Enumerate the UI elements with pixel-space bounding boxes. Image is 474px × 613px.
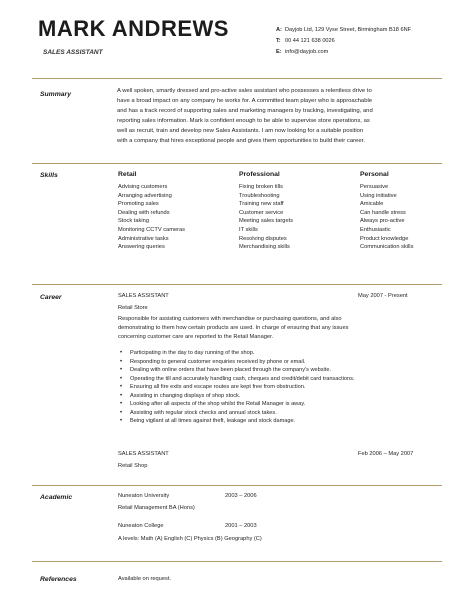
academic-label: Academic	[40, 494, 73, 501]
skill-item: Customer service	[239, 209, 284, 216]
references-text: Available on request.	[118, 576, 172, 582]
description-line: Responsible for assisting customers with merchandise or purchasing questions, and also	[118, 316, 342, 322]
duty-item: • Assisting with regular stock checks and annual stock takes.	[120, 409, 355, 418]
skill-item: Troubleshooting	[239, 192, 280, 199]
summary-line: and has a track record of supporting sales and marketing managers by tracking, investigating, and	[117, 108, 373, 115]
summary-line: with a company that hires exceptional people and gives them opportunities to build their career.	[117, 138, 365, 145]
job2-dates: Feb 2006 – May 2007	[358, 451, 414, 457]
summary-label: Summary	[40, 91, 71, 98]
skill-item: Dealing with refunds	[118, 209, 170, 216]
skill-item: IT skills	[239, 226, 258, 233]
job1-description	[118, 315, 438, 342]
skill-item: Meeting sales targets	[239, 218, 294, 225]
duty-item: • Dealing with online orders that have been placed through the company's website.	[120, 366, 355, 375]
skills-personal-list	[360, 183, 413, 252]
skills-professional-column	[239, 171, 293, 252]
phone-icon: T:	[276, 38, 281, 44]
duty-item: • Ensuring all fire exits and escape routes are kept free from obstruction.	[120, 383, 355, 392]
skill-item: Resolving disputes	[239, 235, 287, 242]
skills-retail-heading: Retail	[118, 171, 137, 178]
duty-item: • Responding to general customer enquiries received by phone or email.	[120, 358, 355, 367]
references-label: References	[40, 576, 77, 583]
divider	[32, 163, 442, 164]
skill-item: Stock taking	[118, 218, 149, 225]
job1-title: SALES ASSISTANT	[118, 293, 169, 299]
skill-item: Fixing broken tills	[239, 184, 283, 190]
academic-school: Nuneaton College	[118, 523, 164, 529]
summary-text	[117, 86, 437, 147]
skill-item: Merchandising skills	[239, 244, 290, 251]
contact-address	[276, 27, 411, 33]
academic-dates: 2003 – 2006	[225, 493, 257, 499]
skills-professional-heading: Professional	[239, 171, 280, 178]
career-label: Career	[40, 294, 62, 301]
skill-item: Amicable	[360, 201, 384, 208]
skill-item: Communication skills	[360, 244, 414, 251]
job1-employer: Retail Store	[118, 305, 148, 311]
divider	[32, 284, 442, 285]
duty-item: • Being vigilant at all times against theft, leakage and stock damage.	[120, 417, 355, 426]
summary-line: A well spoken, smartly dressed and pro-active sales assistant who possesses a relentless drive to	[117, 88, 372, 94]
summary-line: reporting sales information. Mark is confident enough to be able to supervise store operations, as	[117, 118, 370, 125]
candidate-name: MARK ANDREWS	[38, 16, 229, 41]
academic-school: Nuneaton University	[118, 493, 170, 499]
academic-levels: A levels: Math (A) English (C) Physics (B) Geography (C)	[118, 536, 262, 542]
job2-employer: Retail Shop	[118, 463, 148, 469]
contact-email	[276, 49, 328, 55]
academic-dates: 2001 – 2003	[225, 523, 257, 529]
skills-personal-column	[360, 171, 413, 252]
divider	[32, 78, 442, 79]
skill-item: Answering queries	[118, 244, 165, 251]
skills-label: Skills	[40, 172, 58, 179]
skill-item: Using initiative	[360, 192, 397, 199]
summary-line: have a broad impact on any company he works for. A committed team player who is approachable	[117, 98, 373, 105]
description-line: concerning customer care are reported to the Retail Manager.	[118, 334, 274, 340]
contact-phone	[276, 38, 335, 44]
job1-dates: May 2007 - Present	[358, 293, 408, 299]
skill-item: Monitoring CCTV cameras	[118, 226, 186, 233]
summary-line: well as recruit, train and develop new Sales Assistants. I am now looking for a suitable position	[117, 128, 364, 135]
skills-personal-heading: Personal	[360, 171, 389, 178]
skills-professional-list	[239, 183, 293, 252]
divider	[32, 485, 442, 486]
skill-item: Persuasive	[360, 184, 389, 190]
duty-item: • Assisting in changing displays of shop stock.	[120, 392, 355, 401]
skill-item: Administrative tasks	[118, 235, 169, 242]
duty-item: • Participating in the day to day running of the shop.	[120, 349, 355, 358]
address-icon: A:	[276, 27, 282, 33]
duty-item: • Operating the till and accurately handling cash, cheques and credit/debit card transactions.	[120, 375, 355, 384]
job2-title: SALES ASSISTANT	[118, 451, 169, 457]
email-text: info@dayjob.com	[285, 49, 329, 55]
divider	[32, 561, 442, 562]
address-text: Dayjob Ltd, 129 Vyse Street, Birmingham B18 6NF	[285, 27, 412, 33]
skill-item: Promoting sales	[118, 201, 159, 208]
email-icon: E:	[276, 49, 282, 55]
duty-item: • Looking after all aspects of the shop whilst the Retail Manager is away.	[120, 400, 355, 409]
phone-text: 00 44 121 638 0026	[285, 38, 335, 44]
skill-item: Always pro-active	[360, 218, 405, 225]
skill-item: Training new staff	[239, 201, 284, 208]
description-line: demonstrating to them how certain products are used. In charge of ensuring that any issues	[118, 325, 349, 331]
job1-duties-list	[120, 349, 355, 426]
skill-item: Enthusiastic	[360, 226, 391, 233]
academic-course: Retail Management BA (Hons)	[118, 505, 195, 511]
skill-item: Can handle stress	[360, 209, 406, 216]
job-title: SALES ASSISTANT	[43, 49, 103, 56]
skill-item: Arranging advertising	[118, 192, 172, 199]
skill-item: Product knowledge	[360, 235, 409, 242]
skill-item: Advising customers	[118, 184, 168, 190]
skills-retail-column	[118, 171, 185, 252]
skills-retail-list	[118, 183, 185, 252]
